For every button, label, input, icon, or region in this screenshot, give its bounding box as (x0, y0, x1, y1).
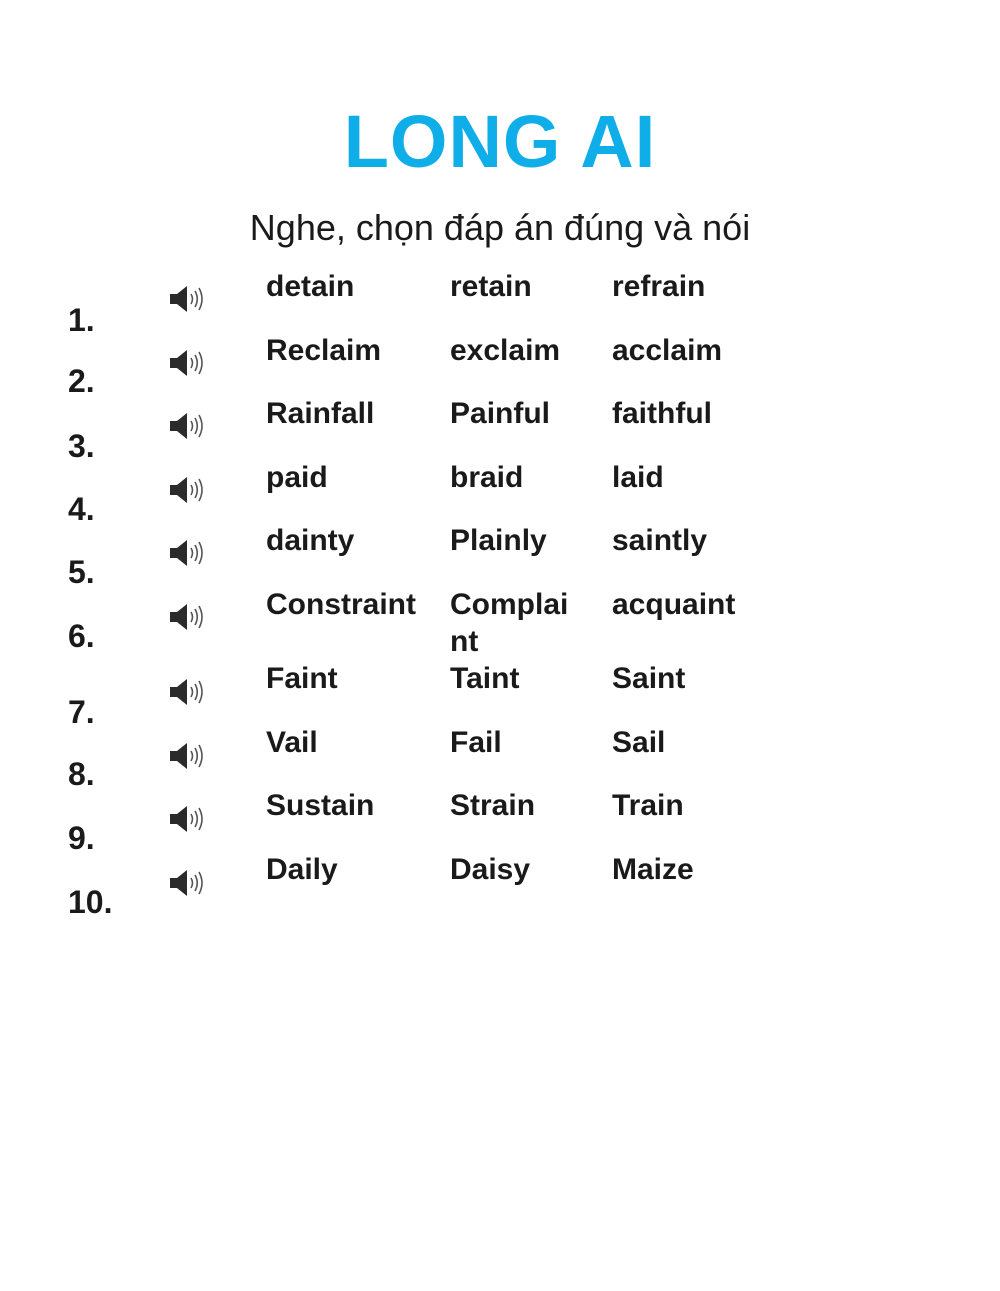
answer-option[interactable]: Faint (266, 662, 338, 695)
answer-option[interactable]: retain (450, 270, 532, 303)
speaker-icon[interactable] (168, 867, 206, 899)
answer-option[interactable]: dainty (266, 524, 355, 557)
answer-option[interactable]: Constraint (266, 588, 416, 621)
page-title: LONG AI (343, 100, 657, 183)
answer-option[interactable]: faithful (612, 397, 712, 430)
speaker-icon[interactable] (168, 410, 206, 442)
answer-option[interactable]: acclaim (612, 334, 723, 367)
question-number: 5. (68, 554, 95, 590)
answer-option[interactable]: laid (612, 461, 664, 494)
answer-option[interactable]: Train (612, 789, 684, 822)
answer-option[interactable]: braid (450, 461, 524, 494)
question-number: 8. (68, 756, 95, 792)
answer-option[interactable]: Sustain (266, 789, 375, 822)
answer-option[interactable]: exclaim (450, 334, 561, 367)
answer-option[interactable]: Painful (450, 397, 551, 430)
answer-option[interactable]: Rainfall (266, 397, 375, 430)
answer-option[interactable]: Saint (612, 662, 686, 695)
instructions: Nghe, chọn đáp án đúng và nói (249, 207, 751, 248)
answer-option[interactable]: Reclaim (266, 334, 382, 367)
answer-option[interactable]: refrain (612, 270, 706, 303)
answer-option[interactable]: Sail (612, 726, 666, 759)
answer-option[interactable]: Maize (612, 853, 694, 886)
speaker-icon[interactable] (168, 474, 206, 506)
question-number: 4. (68, 491, 95, 527)
question-number: 9. (68, 820, 95, 856)
speaker-icon[interactable] (168, 537, 206, 569)
answer-option[interactable]: Daily (266, 853, 338, 886)
speaker-icon[interactable] (168, 347, 206, 379)
answer-option[interactable]: Daisy (450, 853, 531, 886)
answer-option[interactable]: detain (266, 270, 355, 303)
answer-option[interactable]: Vail (266, 726, 318, 759)
speaker-icon[interactable] (168, 803, 206, 835)
question-number: 3. (68, 428, 95, 464)
answer-option[interactable]: Fail (450, 726, 502, 759)
answer-option[interactable]: Complaint (450, 588, 569, 658)
question-number: 1. (68, 302, 95, 338)
question-number: 7. (68, 694, 95, 730)
answer-option[interactable]: Taint (450, 662, 520, 695)
answer-option[interactable]: acquaint (612, 588, 736, 621)
speaker-icon[interactable] (168, 740, 206, 772)
answer-option[interactable]: paid (266, 461, 328, 494)
answer-option[interactable]: Plainly (450, 524, 547, 557)
question-number: 6. (68, 618, 95, 654)
question-number: 2. (68, 363, 95, 399)
answer-option[interactable]: Strain (450, 789, 536, 822)
speaker-icon[interactable] (168, 676, 206, 708)
answer-option[interactable]: saintly (612, 524, 708, 557)
question-number: 10. (68, 884, 113, 920)
speaker-icon[interactable] (168, 601, 206, 633)
speaker-icon[interactable] (168, 283, 206, 315)
